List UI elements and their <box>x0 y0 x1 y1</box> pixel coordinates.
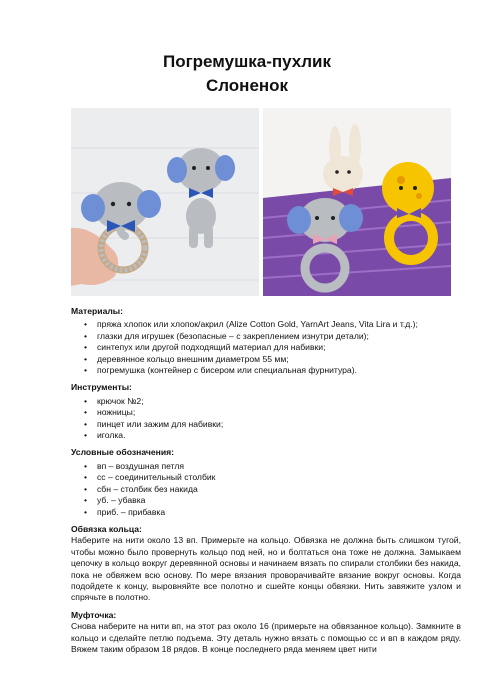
title-line-1: Погремушка-пухлик <box>162 52 332 71</box>
sleeve-heading: Муфточка: <box>71 609 117 620</box>
list-item: • крючок №2; <box>97 396 461 407</box>
list-item: • пряжа хлопок или хлопок/акрил (Alize Cotton Gold, YarnArt Jeans, Vita Lira и т.д.); <box>97 319 461 330</box>
sleeve-paragraph: Снова наберите на нити вп, на этот раз около 16 (примерьте на обвязанное кольцо). Замкните в кольцо и сделайте петлю подъема. Эту деталь нужно вязать с помощью сс и вп в каждом ряду. Вяжем таким образом 18 рядов. В конце последнего ряда меняем цвет нити <box>71 621 461 654</box>
photo-toys-in-basket <box>263 108 451 296</box>
title-line-2: Слоненок <box>205 76 289 95</box>
photo-elephant-rattle-in-hand <box>71 108 259 296</box>
ring-heading: Обвязка кольца: <box>71 523 142 534</box>
materials-list <box>71 319 461 376</box>
list-item: • уб. – убавка <box>97 495 461 506</box>
list-item: • пинцет или зажим для набивки; <box>97 419 461 430</box>
legend-heading: Условные обозначения: <box>71 447 174 458</box>
list-item: • синтепух или другой подходящий материал для набивки; <box>97 342 461 353</box>
list-item: • деревянное кольцо внешним диаметром 55 мм; <box>97 354 461 365</box>
photo-strip <box>71 108 451 296</box>
legend-list <box>71 461 461 518</box>
list-item: • погремушка (контейнер с бисером или специальная фурнитура). <box>97 365 461 376</box>
list-item: • сс – соединительный столбик <box>97 472 461 483</box>
ring-paragraph: Наберите на нити около 13 вп. Примерьте на кольцо. Обвязка не должна быть слишком тугой, чтобы можно было провернуть кольцо под ней, но и болтаться она тоже не должна. Замыкаем цепочку в кольцо вокруг деревянной основы и начинаем вязать по спирали столбики без накида, пока не обвяжем всю основу. По мере вязания проворачивайте вязание вокруг основы. Когда подойдете к концу, выровняйте все полотно и сшейте концы обвязки. Нить завяжите узлом и спрячьте в полотно. <box>71 535 461 603</box>
list-item: • приб. – прибавка <box>97 507 461 518</box>
instructions <box>71 306 461 655</box>
tools-list <box>71 396 461 442</box>
list-item: • иголка. <box>97 430 461 441</box>
materials-heading: Материалы: <box>71 306 124 316</box>
list-item: • сбн – столбик без накида <box>97 484 461 495</box>
list-item: • ножницы; <box>97 407 461 418</box>
list-item: • глазки для игрушек (безопасные – с закреплением изнутри детали); <box>97 331 461 342</box>
document-title <box>0 50 494 98</box>
tools-heading: Инструменты: <box>71 382 132 393</box>
list-item: • вп – воздушная петля <box>97 461 461 472</box>
